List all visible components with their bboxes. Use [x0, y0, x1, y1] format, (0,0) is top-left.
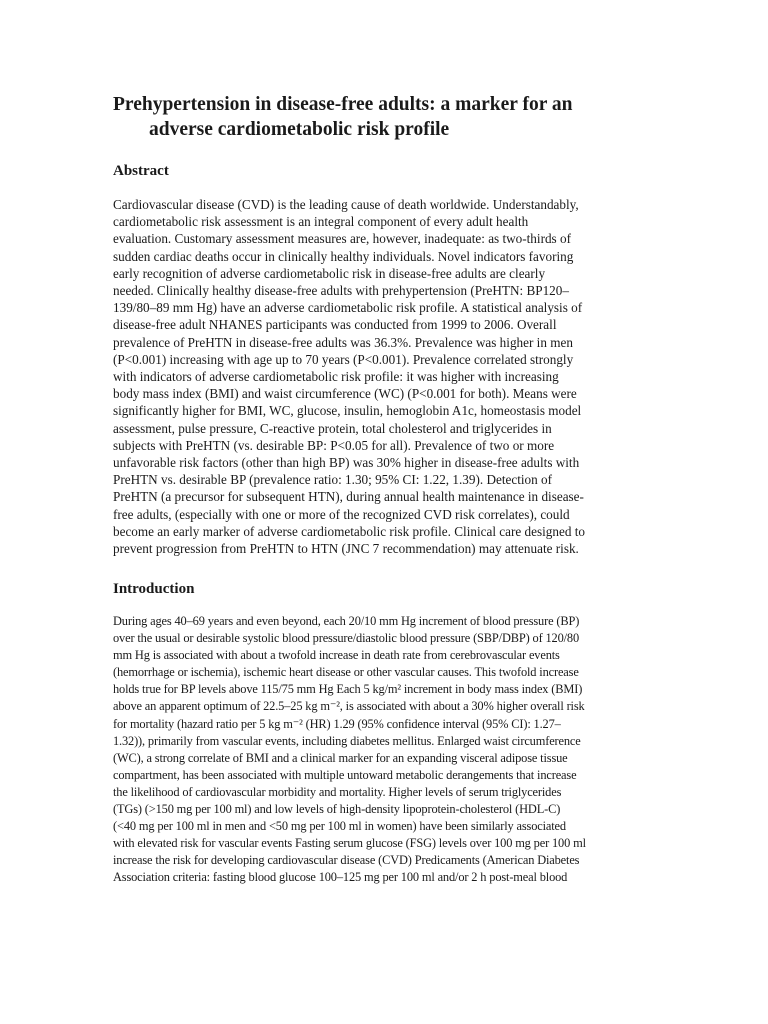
- introduction-line: During ages 40–69 years and even beyond, each 20/10 mm Hg increment of blood pressure (BP): [113, 614, 580, 628]
- abstract-line: free adults, (especially with one or more of the recognized CVD risk correlates), could: [113, 506, 570, 522]
- introduction-line: 1.32)), primarily from vascular events, including diabetes mellitus. Enlarged waist circumference: [113, 733, 581, 748]
- introduction-body: [113, 613, 673, 887]
- introduction-line: with elevated risk for vascular events Fasting serum glucose (FSG) levels over 100 mg per 100 ml: [113, 836, 586, 851]
- introduction-line: holds true for BP levels above 115/75 mm Hg Each 5 kg/m² increment in body mass index (BMI): [113, 682, 583, 697]
- abstract-line: needed. Clinically healthy disease-free adults with prehypertension (PreHTN: BP120–: [113, 283, 569, 299]
- title-line-2: adverse cardiometabolic risk profile: [149, 119, 450, 140]
- abstract-line: prevent progression from PreHTN to HTN (JNC 7 recommendation) may attenuate risk.: [113, 541, 579, 557]
- abstract-body: [113, 196, 673, 557]
- abstract-line: PreHTN vs. desirable BP (prevalence ratio: 1.30; 95% CI: 1.22, 1.39). Detection of: [113, 472, 552, 488]
- abstract-line: become an early marker of adverse cardiometabolic risk profile. Clinical care designed to: [113, 523, 585, 539]
- introduction-line: above an apparent optimum of 22.5–25 kg m⁻², is associated with about a 30% higher overall risk: [113, 699, 585, 714]
- introduction-line: Association criteria: fasting blood glucose 100–125 mg per 100 ml and/or 2 h post-meal blood: [113, 870, 568, 885]
- introduction-line: (hemorrhage or ischemia), ischemic heart disease or other vascular causes. This twofold increase: [113, 665, 579, 680]
- abstract-heading: Abstract: [113, 163, 169, 179]
- introduction-line: compartment, has been associated with multiple untoward metabolic derangements that increase: [113, 767, 577, 782]
- abstract-line: cardiometabolic risk assessment is an integral component of every adult health: [113, 214, 529, 230]
- introduction-line: mm Hg is associated with about a twofold increase in death rate from cerebrovascular events: [113, 648, 560, 663]
- introduction-line: the likelihood of cardiovascular morbidity and mortality. Higher levels of serum triglycerides: [113, 784, 562, 799]
- introduction-line: over the usual or desirable systolic blood pressure/diastolic blood pressure (SBP/DBP) of 120/80: [113, 631, 580, 646]
- abstract-line: prevalence of PreHTN in disease-free adults was 36.3%. Prevalence was higher in men: [113, 334, 573, 350]
- abstract-line: body mass index (BMI) and waist circumference (WC) (P<0.001 for both). Means were: [113, 386, 577, 402]
- abstract-line: significantly higher for BMI, WC, glucose, insulin, hemoglobin A1c, homeostasis model: [113, 403, 582, 419]
- abstract-line: (P<0.001) increasing with age up to 70 years (P<0.001). Prevalence correlated strongly: [113, 351, 574, 367]
- abstract-line: with indicators of adverse cardiometabolic risk profile: it was higher with increasing: [113, 369, 559, 385]
- paper-title: [113, 92, 673, 142]
- abstract-line: assessment, pulse pressure, C-reactive protein, total cholesterol and triglycerides in: [113, 420, 552, 436]
- abstract-line: disease-free adult NHANES participants was conducted from 1999 to 2006. Overall: [113, 317, 557, 333]
- introduction-line: (WC), a strong correlate of BMI and a clinical marker for an expanding visceral adipose tissue: [113, 750, 568, 765]
- abstract-line: early recognition of adverse cardiometabolic risk in disease-free adults are clearly: [113, 265, 546, 281]
- abstract-line: evaluation. Customary assessment measures are, however, inadequate: as two-thirds of: [113, 231, 571, 247]
- introduction-line: for mortality (hazard ratio per 5 kg m⁻² (HR) 1.29 (95% confidence interval (95% CI): 1.27–: [113, 716, 561, 731]
- abstract-line: 139/80–89 mm Hg) have an adverse cardiometabolic risk profile. A statistical analysis of: [113, 300, 583, 316]
- title-line-1: Prehypertension in disease-free adults: a marker for an: [113, 94, 573, 115]
- abstract-line: sudden cardiac deaths occur in clinically healthy individuals. Novel indicators favoring: [113, 248, 574, 264]
- abstract-line: Cardiovascular disease (CVD) is the leading cause of death worldwide. Understandably,: [113, 197, 579, 212]
- introduction-line: (<40 mg per 100 ml in men and <50 mg per 100 ml in women) have been similarly associated: [113, 819, 566, 834]
- introduction-line: increase the risk for developing cardiovascular disease (CVD) Predicaments (American Diabetes: [113, 853, 580, 868]
- abstract-line: unfavorable risk factors (other than high BP) was 30% higher in disease-free adults with: [113, 455, 580, 471]
- introduction-heading: Introduction: [113, 581, 195, 597]
- abstract-line: PreHTN (a precursor for subsequent HTN), during annual health maintenance in disease-: [113, 489, 584, 505]
- abstract-line: subjects with PreHTN (vs. desirable BP: P<0.05 for all). Prevalence of two or more: [113, 437, 555, 453]
- introduction-line: (TGs) (>150 mg per 100 ml) and low levels of high-density lipoprotein-cholesterol (HDL-C): [113, 802, 561, 817]
